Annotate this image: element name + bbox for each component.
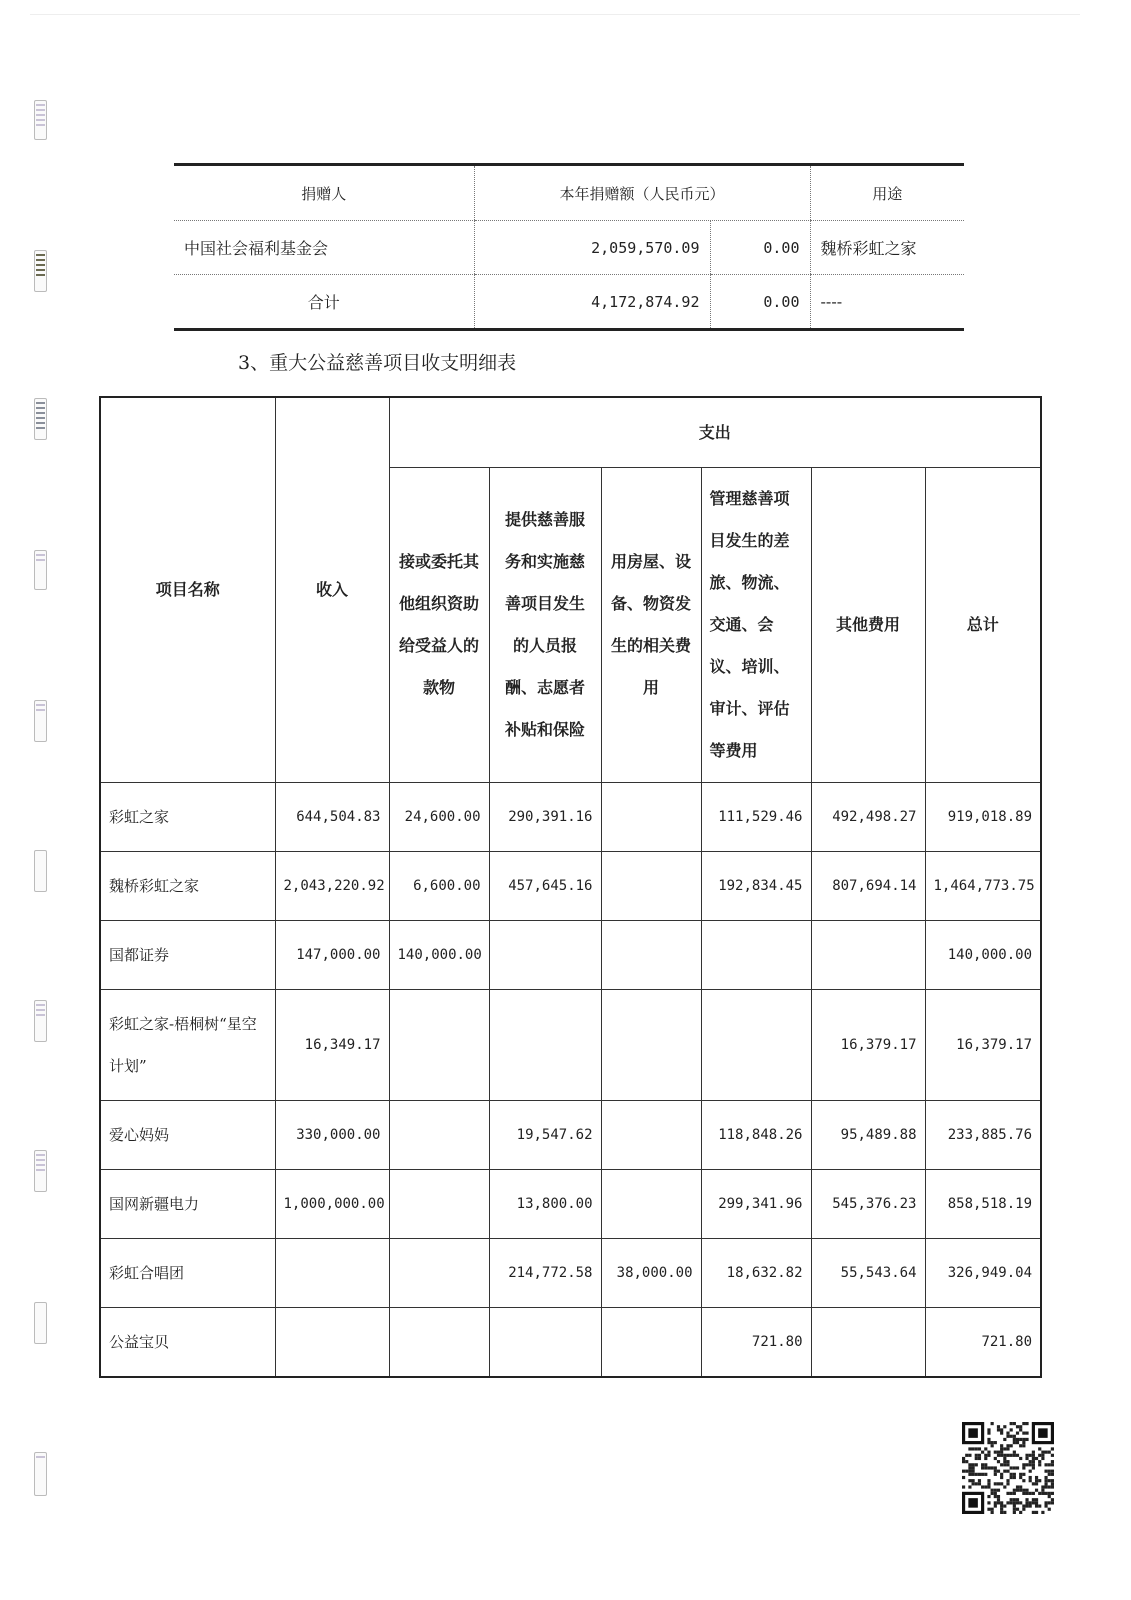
- income-cell: 1,000,000.00: [275, 1170, 389, 1239]
- facility-cell: [601, 1170, 701, 1239]
- other-cell: 545,376.23: [811, 1170, 925, 1239]
- donation-amount: 2,059,570.09: [474, 221, 710, 275]
- binder-hole-icon: [34, 550, 47, 590]
- admin-cell: 111,529.46: [701, 783, 811, 852]
- other-cell: 807,694.14: [811, 852, 925, 921]
- name-header: 项目名称: [100, 397, 275, 783]
- table-row: [100, 1239, 1041, 1308]
- facility-cell: [601, 990, 701, 1101]
- staff-cell: 19,547.62: [489, 1101, 601, 1170]
- table-row: [100, 1170, 1041, 1239]
- scan-edge-line: [30, 14, 1080, 15]
- total-noncash: 0.00: [710, 275, 810, 330]
- total-cell: 326,949.04: [925, 1239, 1041, 1308]
- expense-col-total-header: 总计: [925, 468, 1041, 783]
- project-name: 公益宝贝: [100, 1308, 275, 1378]
- facility-cell: [601, 921, 701, 990]
- income-cell: 330,000.00: [275, 1101, 389, 1170]
- expense-col-grants-header: 接或委托其他组织资助给受益人的款物: [389, 468, 489, 783]
- grants-cell: [389, 1239, 489, 1308]
- other-cell: [811, 1308, 925, 1378]
- income-cell: [275, 1239, 389, 1308]
- project-name: 国网新疆电力: [100, 1170, 275, 1239]
- staff-cell: [489, 1308, 601, 1378]
- project-name: 爱心妈妈: [100, 1101, 275, 1170]
- donor-name: 中国社会福利基金会: [174, 221, 474, 275]
- staff-cell: [489, 990, 601, 1101]
- facility-cell: 38,000.00: [601, 1239, 701, 1308]
- donor-header: 捐赠人: [174, 165, 474, 221]
- purpose-header: 用途: [810, 165, 964, 221]
- table-row: [174, 221, 964, 275]
- table-row: [100, 783, 1041, 852]
- total-cell: 233,885.76: [925, 1101, 1041, 1170]
- admin-cell: [701, 921, 811, 990]
- admin-cell: 721.80: [701, 1308, 811, 1378]
- table-row: [100, 990, 1041, 1101]
- admin-cell: 118,848.26: [701, 1101, 811, 1170]
- expense-col-admin-header: 管理慈善项目发生的差旅、物流、交通、会议、培训、审计、评估等费用: [701, 468, 811, 783]
- staff-cell: 457,645.16: [489, 852, 601, 921]
- total-amount: 4,172,874.92: [474, 275, 710, 330]
- total-label: 合计: [307, 293, 340, 312]
- section-title: 3、重大公益慈善项目收支明细表: [238, 352, 517, 374]
- header-row-1: [100, 397, 1041, 468]
- binder-hole-icon: [34, 1302, 47, 1344]
- binder-hole-icon: [34, 100, 47, 140]
- income-header: 收入: [275, 397, 389, 783]
- noncash-amount: 0.00: [710, 221, 810, 275]
- project-table: [99, 396, 1042, 1378]
- table-row: [100, 1308, 1041, 1378]
- amount-header: 本年捐赠额（人民币元）: [474, 165, 810, 221]
- income-cell: 16,349.17: [275, 990, 389, 1101]
- income-cell: 644,504.83: [275, 783, 389, 852]
- income-cell: 147,000.00: [275, 921, 389, 990]
- table-row: [100, 852, 1041, 921]
- expense-col-other-header: 其他费用: [811, 468, 925, 783]
- project-name: 彩虹合唱团: [100, 1239, 275, 1308]
- facility-cell: [601, 1308, 701, 1378]
- binder-hole-icon: [34, 1452, 47, 1496]
- grants-cell: [389, 1101, 489, 1170]
- donation-table: [174, 163, 964, 331]
- expense-col-staff-header: 提供慈善服务和实施慈善项目发生的人员报酬、志愿者补贴和保险: [489, 468, 601, 783]
- total-purpose: ----: [810, 275, 964, 330]
- binder-hole-icon: [34, 850, 47, 892]
- binder-hole-icon: [34, 1150, 47, 1192]
- grants-cell: 140,000.00: [389, 921, 489, 990]
- project-name: 国都证券: [100, 921, 275, 990]
- grants-cell: [389, 990, 489, 1101]
- facility-cell: [601, 852, 701, 921]
- admin-cell: 192,834.45: [701, 852, 811, 921]
- project-name: 魏桥彩虹之家: [100, 852, 275, 921]
- table-row: [100, 1101, 1041, 1170]
- binder-hole-icon: [34, 398, 47, 440]
- qr-code-icon: [962, 1422, 1054, 1514]
- total-cell: 919,018.89: [925, 783, 1041, 852]
- grants-cell: [389, 1308, 489, 1378]
- binder-hole-icon: [34, 1000, 47, 1042]
- donation-header-row: [174, 165, 964, 221]
- donation-purpose: 魏桥彩虹之家: [810, 221, 964, 275]
- total-cell: 858,518.19: [925, 1170, 1041, 1239]
- project-name: 彩虹之家: [100, 783, 275, 852]
- grants-cell: 24,600.00: [389, 783, 489, 852]
- facility-cell: [601, 1101, 701, 1170]
- staff-cell: 13,800.00: [489, 1170, 601, 1239]
- other-cell: 492,498.27: [811, 783, 925, 852]
- total-cell: 16,379.17: [925, 990, 1041, 1101]
- staff-cell: 290,391.16: [489, 783, 601, 852]
- table-row: [174, 275, 964, 330]
- staff-cell: [489, 921, 601, 990]
- table-row: [100, 921, 1041, 990]
- total-cell: 721.80: [925, 1308, 1041, 1378]
- other-cell: [811, 921, 925, 990]
- other-cell: 16,379.17: [811, 990, 925, 1101]
- facility-cell: [601, 783, 701, 852]
- admin-cell: 299,341.96: [701, 1170, 811, 1239]
- admin-cell: 18,632.82: [701, 1239, 811, 1308]
- binder-hole-icon: [34, 250, 47, 292]
- grants-cell: [389, 1170, 489, 1239]
- grants-cell: 6,600.00: [389, 852, 489, 921]
- total-cell: 1,464,773.75: [925, 852, 1041, 921]
- binder-hole-icon: [34, 700, 47, 742]
- other-cell: 55,543.64: [811, 1239, 925, 1308]
- other-cell: 95,489.88: [811, 1101, 925, 1170]
- expense-col-facility-header: 用房屋、设备、物资发生的相关费用: [601, 468, 701, 783]
- total-cell: 140,000.00: [925, 921, 1041, 990]
- staff-cell: 214,772.58: [489, 1239, 601, 1308]
- admin-cell: [701, 990, 811, 1101]
- expense-header: 支出: [389, 397, 1041, 468]
- project-name: 彩虹之家-梧桐树“星空计划”: [100, 990, 275, 1101]
- income-cell: 2,043,220.92: [275, 852, 389, 921]
- income-cell: [275, 1308, 389, 1378]
